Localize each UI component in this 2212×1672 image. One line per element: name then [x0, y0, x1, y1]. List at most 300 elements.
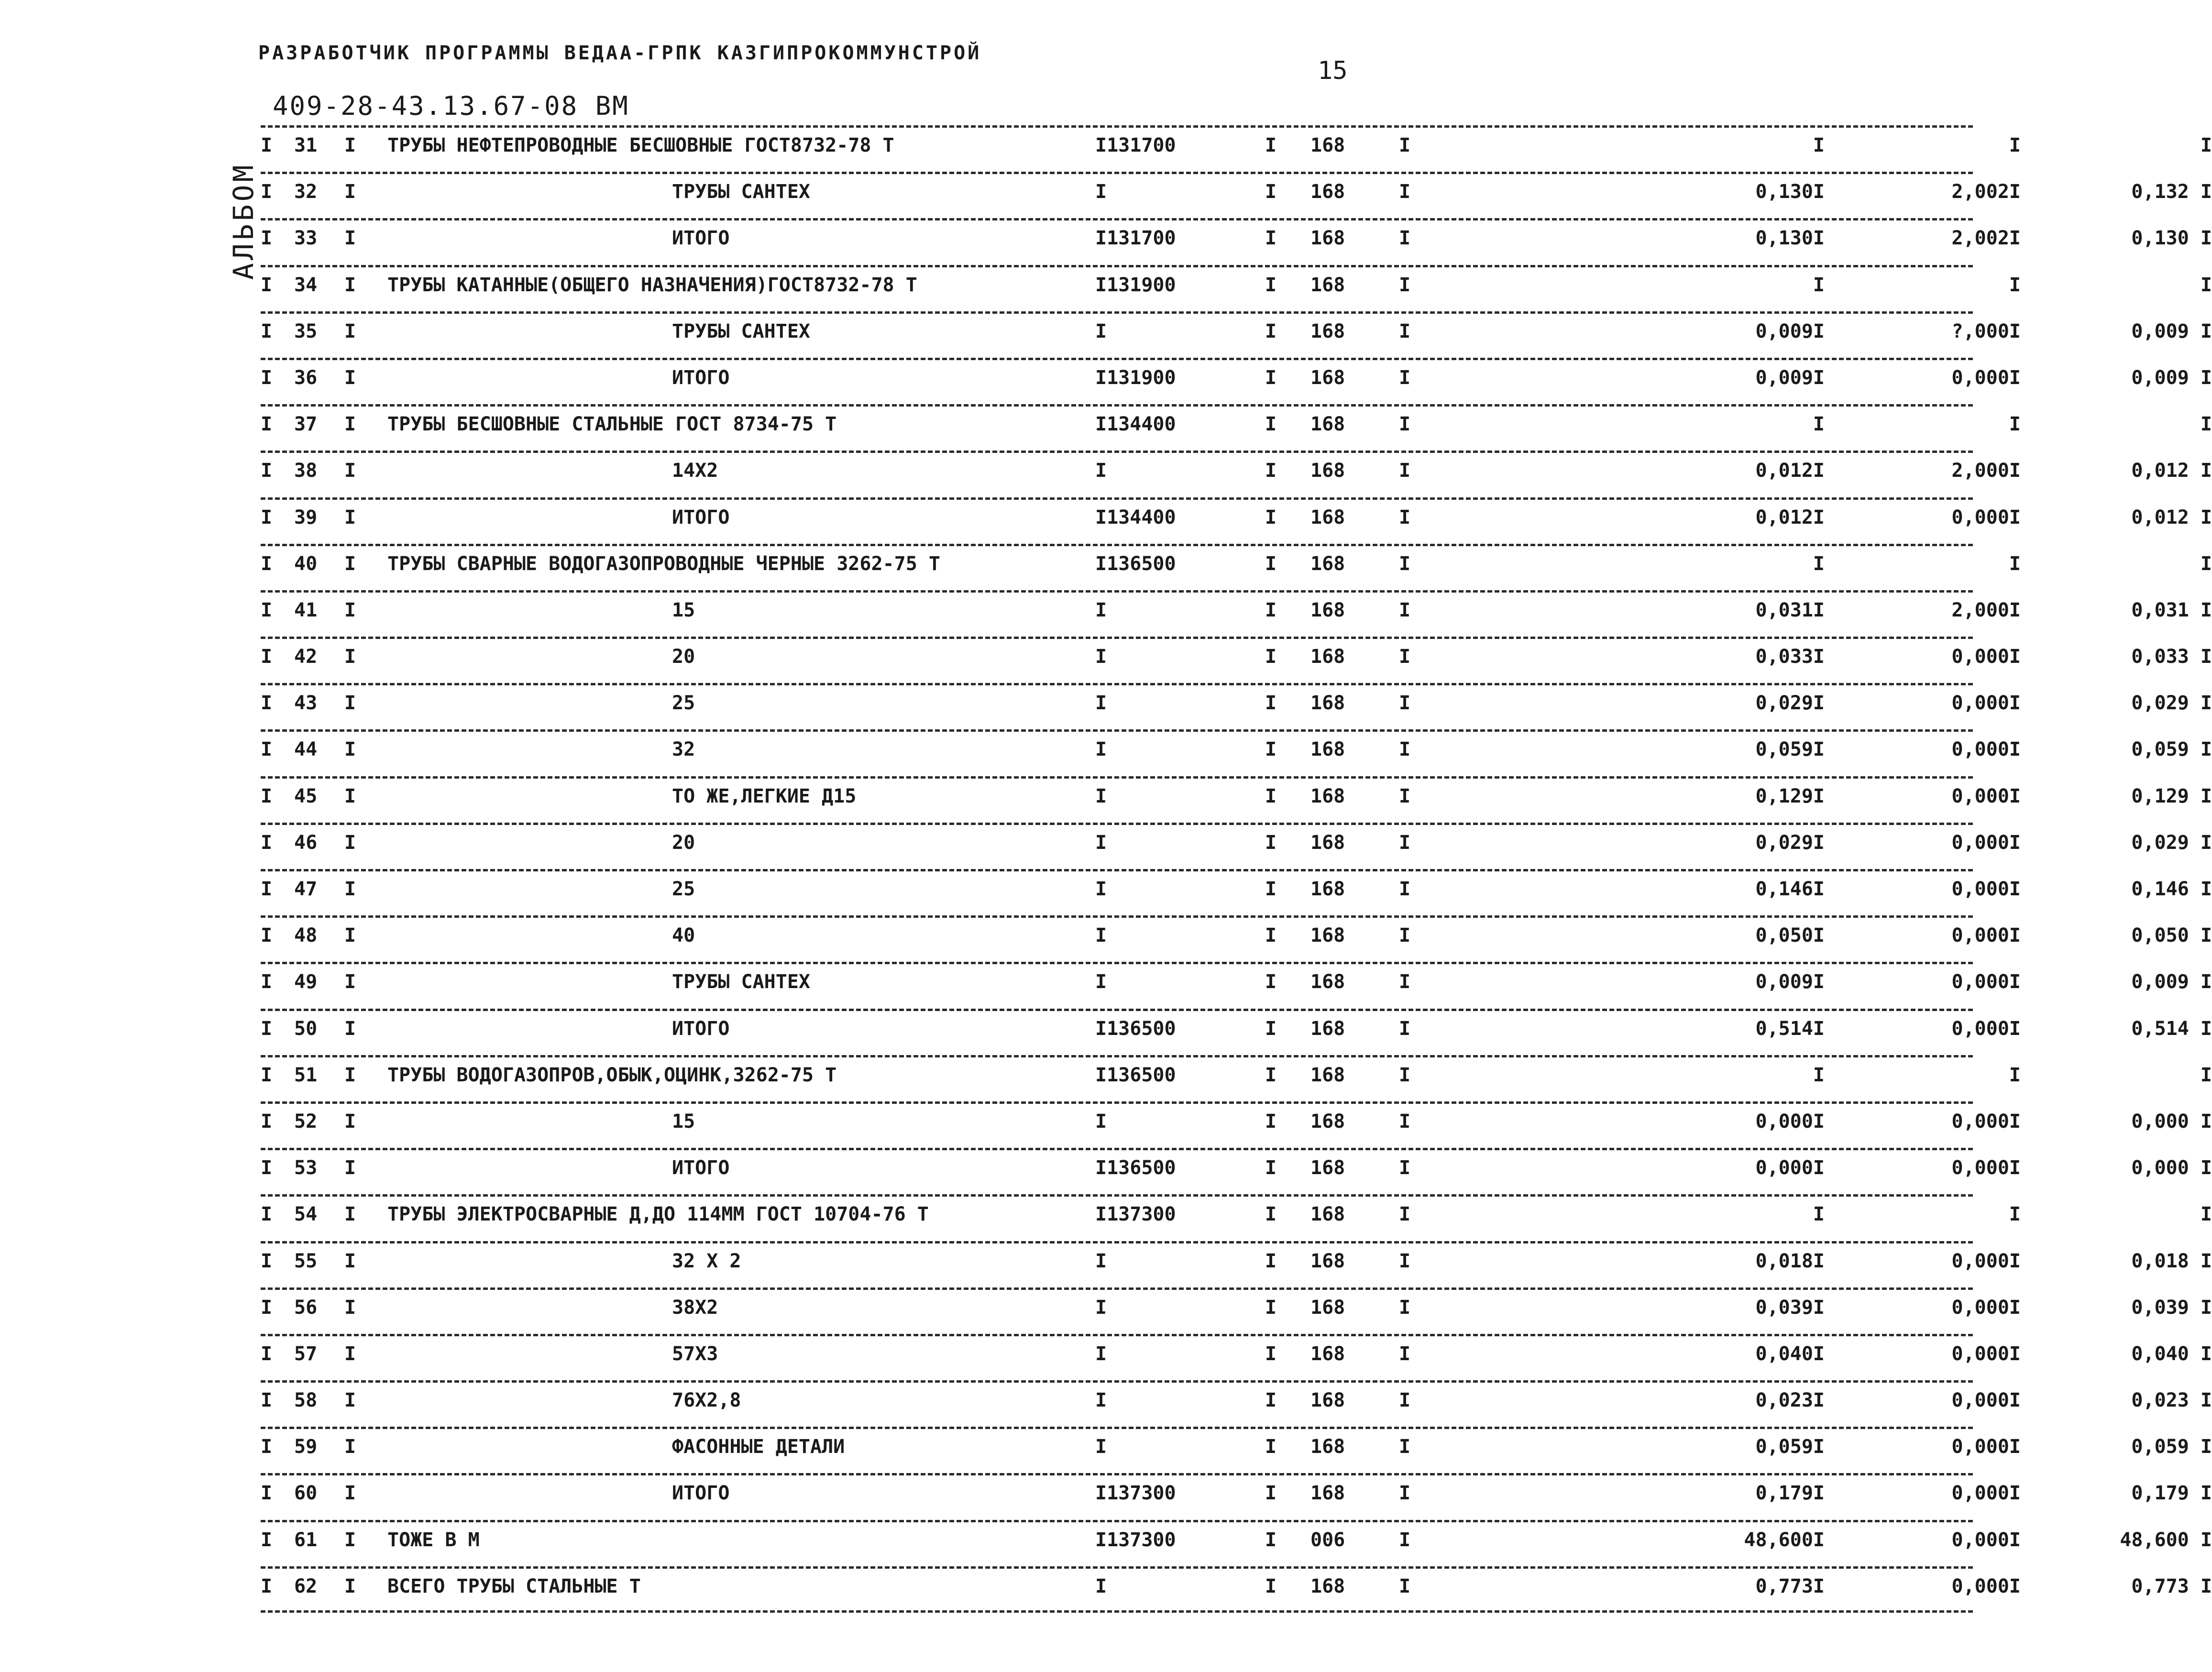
row-separator: I [1265, 1250, 1277, 1272]
row-separator: I [1399, 506, 1411, 528]
value-total: 0,129 I [2131, 785, 2212, 807]
material-subitem: 38X2 [672, 1296, 718, 1319]
value-reserve: 2,000I [1951, 599, 2021, 621]
value-total: 0,031 I [2131, 599, 2212, 621]
value-reserve: I [2009, 413, 2021, 436]
row-separator: I [1265, 971, 1277, 993]
row-separator: I [344, 460, 356, 482]
material-subitem: ИТОГО [672, 1017, 730, 1040]
row-separator: I [1265, 227, 1277, 250]
row-separator: I [344, 599, 356, 621]
row-separator: I [1399, 1436, 1411, 1458]
value-quantity: I [1813, 134, 1825, 156]
unit-code: 168 [1310, 646, 1345, 668]
material-code: I [1095, 878, 1107, 900]
value-quantity: 0,179I [1755, 1482, 1825, 1505]
row-separator: I [1399, 1389, 1411, 1412]
material-code: I [1095, 460, 1107, 482]
row-border-left: I [261, 924, 273, 947]
row-number: 38 [294, 460, 318, 482]
material-code: I136500 [1095, 1064, 1176, 1086]
row-separator: I [344, 274, 356, 296]
material-subitem: 20 [672, 831, 695, 854]
row-separator: I [344, 181, 356, 203]
value-quantity: 0,050I [1755, 924, 1825, 947]
row-separator: I [1265, 1203, 1277, 1226]
material-name: ТРУБЫ ВОДОГАЗОПРОВ,ОБЫК,ОЦИНК,3262-75 Т [387, 1064, 837, 1086]
material-name: ТРУБЫ БЕСШОВНЫЕ СТАЛЬНЫЕ ГОСТ 8734-75 Т [387, 413, 837, 436]
table-row [261, 172, 2212, 218]
value-total: I [2200, 1203, 2212, 1226]
row-border-left: I [261, 1203, 273, 1226]
value-reserve: 0,000I [1951, 1110, 2021, 1133]
material-subitem: ТО ЖЕ,ЛЕГКИЕ Д15 [672, 785, 857, 807]
table-row [261, 1520, 2212, 1566]
material-name: ТОЖЕ В М [387, 1529, 480, 1551]
material-subitem: ИТОГО [672, 506, 730, 528]
value-quantity: 0,009I [1755, 971, 1825, 993]
row-border-left: I [261, 460, 273, 482]
row-number: 56 [294, 1296, 318, 1319]
material-subitem: ТРУБЫ САНТЕХ [672, 320, 810, 342]
value-total: I [2200, 1064, 2212, 1086]
row-separator: I [1265, 552, 1277, 575]
row-separator: I [1399, 599, 1411, 621]
value-total: 0,018 I [2131, 1250, 2212, 1272]
row-number: 51 [294, 1064, 318, 1086]
row-number: 33 [294, 227, 318, 250]
table-row [261, 1009, 2212, 1055]
value-reserve: I [2009, 552, 2021, 575]
table-row [261, 404, 2212, 451]
material-code: I [1095, 646, 1107, 668]
row-number: 45 [294, 785, 318, 807]
row-separator: I [1265, 1110, 1277, 1133]
row-border-left: I [261, 646, 273, 668]
value-quantity: 0,059I [1755, 738, 1825, 761]
row-border-left: I [261, 1529, 273, 1551]
unit-code: 168 [1310, 460, 1345, 482]
row-separator: I [1399, 274, 1411, 296]
material-code: I136500 [1095, 552, 1176, 575]
row-separator: I [344, 1389, 356, 1412]
row-separator: I [344, 227, 356, 250]
value-quantity: 0,040I [1755, 1342, 1825, 1365]
album-code: 409-28-43.13.67-08 ВМ [273, 91, 629, 121]
table-row [261, 1055, 2212, 1101]
row-number: 35 [294, 320, 318, 342]
value-total: I [2200, 134, 2212, 156]
value-quantity: 0,018I [1755, 1250, 1825, 1272]
material-subitem: ФАСОННЫЕ ДЕТАЛИ [672, 1436, 845, 1458]
value-total: 0,146 I [2131, 878, 2212, 900]
row-separator: I [1399, 181, 1411, 203]
material-name: ТРУБЫ НЕФТЕПРОВОДНЫЕ БЕСШОВНЫЕ ГОСТ8732-78 Т [387, 134, 894, 156]
value-quantity: 0,039I [1755, 1296, 1825, 1319]
value-total: I [2200, 274, 2212, 296]
value-reserve: 0,000I [1951, 924, 2021, 947]
unit-code: 168 [1310, 552, 1345, 575]
material-code: I [1095, 785, 1107, 807]
value-quantity: I [1813, 413, 1825, 436]
material-code: I136500 [1095, 1157, 1176, 1179]
value-quantity: I [1813, 552, 1825, 575]
row-separator: I [1399, 552, 1411, 575]
row-separator: I [1399, 1342, 1411, 1365]
row-separator: I [1399, 1064, 1411, 1086]
value-total: 0,050 I [2131, 924, 2212, 947]
row-border-left: I [261, 599, 273, 621]
row-separator: I [1265, 366, 1277, 389]
material-subitem: 57X3 [672, 1342, 718, 1365]
row-number: 44 [294, 738, 318, 761]
row-separator: I [1399, 1157, 1411, 1179]
row-separator: I [344, 1250, 356, 1272]
table-row [261, 1101, 2212, 1148]
row-separator: I [344, 738, 356, 761]
value-total: 48,600 I [2120, 1529, 2212, 1551]
row-separator: I [344, 971, 356, 993]
value-total: 0,029 I [2131, 831, 2212, 854]
row-separator: I [344, 646, 356, 668]
value-quantity: 0,023I [1755, 1389, 1825, 1412]
value-reserve: I [2009, 134, 2021, 156]
row-border-left: I [261, 1157, 273, 1179]
unit-code: 168 [1310, 134, 1345, 156]
table-row [261, 1287, 2212, 1334]
value-total: 0,009 I [2131, 366, 2212, 389]
unit-code: 168 [1310, 366, 1345, 389]
row-separator: I [1265, 1389, 1277, 1412]
table-row [261, 1334, 2212, 1380]
row-separator: I [344, 831, 356, 854]
table-row [261, 1566, 2212, 1613]
row-separator: I [1399, 1110, 1411, 1133]
row-separator: I [1399, 692, 1411, 715]
row-number: 61 [294, 1529, 318, 1551]
row-separator: I [1399, 1575, 1411, 1597]
row-number: 50 [294, 1017, 318, 1040]
value-quantity: 0,012I [1755, 460, 1825, 482]
table-row [261, 1194, 2212, 1241]
row-separator: I [1399, 831, 1411, 854]
row-border-left: I [261, 878, 273, 900]
material-name: ВСЕГО ТРУБЫ СТАЛЬНЫЕ Т [387, 1575, 641, 1597]
row-separator: I [1265, 460, 1277, 482]
row-separator: I [1265, 413, 1277, 436]
row-separator: I [1265, 181, 1277, 203]
material-subitem: 15 [672, 1110, 695, 1133]
value-quantity: I [1813, 274, 1825, 296]
row-separator: I [1265, 1342, 1277, 1365]
row-separator: I [1265, 599, 1277, 621]
row-separator: I [1265, 506, 1277, 528]
row-separator: I [1265, 878, 1277, 900]
row-number: 37 [294, 413, 318, 436]
material-subitem: 15 [672, 599, 695, 621]
row-separator: I [344, 1436, 356, 1458]
value-reserve: 0,000I [1951, 971, 2021, 993]
row-separator: I [1265, 320, 1277, 342]
value-total: 0,023 I [2131, 1389, 2212, 1412]
unit-code: 168 [1310, 924, 1345, 947]
material-code: I [1095, 971, 1107, 993]
material-code: I131900 [1095, 366, 1176, 389]
value-reserve: 0,000I [1951, 1575, 2021, 1597]
row-separator: I [1399, 227, 1411, 250]
table-row [261, 683, 2212, 729]
row-number: 55 [294, 1250, 318, 1272]
table-row [261, 915, 2212, 962]
value-reserve: 0,000I [1951, 831, 2021, 854]
value-quantity: 0,029I [1755, 692, 1825, 715]
row-number: 36 [294, 366, 318, 389]
unit-code: 168 [1310, 1342, 1345, 1365]
value-quantity: 0,009I [1755, 320, 1825, 342]
material-subitem: ИТОГО [672, 227, 730, 250]
row-number: 34 [294, 274, 318, 296]
value-quantity: 0,031I [1755, 599, 1825, 621]
value-reserve: 0,000I [1951, 1436, 2021, 1458]
row-number: 54 [294, 1203, 318, 1226]
row-separator: I [344, 1342, 356, 1365]
row-separator: I [344, 1575, 356, 1597]
row-separator: I [1265, 134, 1277, 156]
unit-code: 168 [1310, 831, 1345, 854]
table-row [261, 544, 2212, 590]
row-separator: I [1399, 366, 1411, 389]
row-separator: I [344, 552, 356, 575]
material-code: I [1095, 1389, 1107, 1412]
row-border-left: I [261, 506, 273, 528]
material-code: I [1095, 831, 1107, 854]
row-separator: I [1265, 1017, 1277, 1040]
material-subitem: 32 [672, 738, 695, 761]
row-separator: I [1265, 274, 1277, 296]
value-total: 0,000 I [2131, 1157, 2212, 1179]
row-separator: I [344, 785, 356, 807]
material-code: I131700 [1095, 134, 1176, 156]
material-name: ТРУБЫ СВАРНЫЕ ВОДОГАЗОПРОВОДНЫЕ ЧЕРНЫЕ 3262-75 Т [387, 552, 940, 575]
unit-code: 168 [1310, 274, 1345, 296]
unit-code: 168 [1310, 692, 1345, 715]
value-total: 0,000 I [2131, 1110, 2212, 1133]
row-separator: I [1399, 878, 1411, 900]
row-separator: I [1399, 1017, 1411, 1040]
value-quantity: 0,130I [1755, 181, 1825, 203]
unit-code: 168 [1310, 1110, 1345, 1133]
row-separator: I [344, 1064, 356, 1086]
row-number: 49 [294, 971, 318, 993]
row-separator: I [1399, 1250, 1411, 1272]
value-reserve: 0,000I [1951, 785, 2021, 807]
table-row [261, 358, 2212, 404]
row-separator: I [1399, 924, 1411, 947]
material-code: I131900 [1095, 274, 1176, 296]
row-separator: I [344, 1110, 356, 1133]
row-border-left: I [261, 413, 273, 436]
value-reserve: I [2009, 1203, 2021, 1226]
value-quantity: 0,146I [1755, 878, 1825, 900]
unit-code: 168 [1310, 1436, 1345, 1458]
value-total: 0,514 I [2131, 1017, 2212, 1040]
row-number: 31 [294, 134, 318, 156]
row-number: 41 [294, 599, 318, 621]
material-subitem: 25 [672, 878, 695, 900]
value-total: 0,009 I [2131, 320, 2212, 342]
row-separator: I [1399, 1482, 1411, 1505]
row-border-left: I [261, 738, 273, 761]
row-border-left: I [261, 227, 273, 250]
table-row [261, 265, 2212, 311]
row-border-left: I [261, 134, 273, 156]
value-reserve: 0,000I [1951, 738, 2021, 761]
table-row [261, 1148, 2212, 1194]
row-border-left: I [261, 1342, 273, 1365]
value-reserve: 0,000I [1951, 1342, 2021, 1365]
value-quantity: 0,059I [1755, 1436, 1825, 1458]
table-row [261, 590, 2212, 637]
row-separator: I [344, 506, 356, 528]
value-reserve: 0,000I [1951, 366, 2021, 389]
value-reserve: I [2009, 274, 2021, 296]
row-separator: I [1265, 646, 1277, 668]
value-reserve: 0,000I [1951, 1296, 2021, 1319]
row-number: 53 [294, 1157, 318, 1179]
value-total: 0,130 I [2131, 227, 2212, 250]
material-code: I [1095, 599, 1107, 621]
value-total: I [2200, 413, 2212, 436]
row-number: 62 [294, 1575, 318, 1597]
table-row [261, 637, 2212, 683]
table-row [261, 729, 2212, 776]
value-reserve: 0,000I [1951, 1250, 2021, 1272]
materials-table [261, 125, 2212, 1613]
value-quantity: 0,009I [1755, 366, 1825, 389]
unit-code: 168 [1310, 785, 1345, 807]
row-separator: I [1265, 1064, 1277, 1086]
value-total: 0,773 I [2131, 1575, 2212, 1597]
row-border-left: I [261, 1296, 273, 1319]
row-border-left: I [261, 1575, 273, 1597]
table-row [261, 823, 2212, 869]
value-total: 0,012 I [2131, 460, 2212, 482]
value-quantity: 0,000I [1755, 1110, 1825, 1133]
value-total: I [2200, 552, 2212, 575]
row-separator: I [344, 692, 356, 715]
value-quantity: 0,033I [1755, 646, 1825, 668]
row-separator: I [344, 366, 356, 389]
row-border-left: I [261, 831, 273, 854]
row-separator: I [1265, 1529, 1277, 1551]
value-quantity: 0,130I [1755, 227, 1825, 250]
row-border-left: I [261, 320, 273, 342]
row-border-left: I [261, 1110, 273, 1133]
row-number: 47 [294, 878, 318, 900]
row-separator: I [1265, 1575, 1277, 1597]
material-code: I137300 [1095, 1529, 1176, 1551]
row-separator: I [1399, 460, 1411, 482]
table-row [261, 125, 2212, 172]
row-border-left: I [261, 366, 273, 389]
row-number: 32 [294, 181, 318, 203]
row-separator: I [344, 134, 356, 156]
row-separator: I [1265, 692, 1277, 715]
row-border-left: I [261, 1389, 273, 1412]
value-total: 0,179 I [2131, 1482, 2212, 1505]
side-label-text: АЛЬБОМ [227, 162, 260, 280]
unit-code: 168 [1310, 1157, 1345, 1179]
value-reserve: 2,002I [1951, 181, 2021, 203]
value-total: 0,039 I [2131, 1296, 2212, 1319]
row-separator: I [1399, 320, 1411, 342]
material-subitem: 40 [672, 924, 695, 947]
row-separator: I [1265, 1436, 1277, 1458]
unit-code: 168 [1310, 599, 1345, 621]
row-separator: I [1265, 1157, 1277, 1179]
row-separator: I [1265, 738, 1277, 761]
value-reserve: 0,000I [1951, 1482, 2021, 1505]
table-row [261, 218, 2212, 264]
row-separator: I [1399, 971, 1411, 993]
table-row [261, 497, 2212, 544]
material-subitem: ИТОГО [672, 1157, 730, 1179]
row-border-left: I [261, 274, 273, 296]
material-code: I134400 [1095, 413, 1176, 436]
value-quantity: 0,012I [1755, 506, 1825, 528]
row-number: 40 [294, 552, 318, 575]
row-border-left: I [261, 1017, 273, 1040]
table-row [261, 311, 2212, 358]
value-reserve: 0,000I [1951, 646, 2021, 668]
row-number: 48 [294, 924, 318, 947]
table-row [261, 1380, 2212, 1427]
row-separator: I [344, 1296, 356, 1319]
material-code: I [1095, 1296, 1107, 1319]
row-separator: I [344, 1203, 356, 1226]
row-separator: I [1399, 1296, 1411, 1319]
material-code: I136500 [1095, 1017, 1176, 1040]
row-border-left: I [261, 971, 273, 993]
value-total: 0,132 I [2131, 181, 2212, 203]
material-subitem: ТРУБЫ САНТЕХ [672, 971, 810, 993]
material-code: I [1095, 692, 1107, 715]
unit-code: 168 [1310, 1296, 1345, 1319]
row-separator: I [1399, 1529, 1411, 1551]
value-quantity: I [1813, 1064, 1825, 1086]
material-code: I [1095, 1436, 1107, 1458]
row-number: 57 [294, 1342, 318, 1365]
unit-code: 168 [1310, 1064, 1345, 1086]
material-code: I [1095, 924, 1107, 947]
table-row [261, 1473, 2212, 1519]
row-separator: I [1399, 738, 1411, 761]
material-code: I137300 [1095, 1482, 1176, 1505]
row-separator: I [1265, 831, 1277, 854]
material-name: ТРУБЫ ЭЛЕКТРОСВАРНЫЕ Д,ДО 114ММ ГОСТ 10704-76 Т [387, 1203, 929, 1226]
unit-code: 168 [1310, 1389, 1345, 1412]
value-reserve: I [2009, 1064, 2021, 1086]
row-separator: I [1399, 785, 1411, 807]
material-subitem: ИТОГО [672, 366, 730, 389]
value-reserve: 0,000I [1951, 1017, 2021, 1040]
value-quantity: 0,514I [1755, 1017, 1825, 1040]
value-reserve: 0,000I [1951, 1157, 2021, 1179]
value-total: 0,059 I [2131, 738, 2212, 761]
row-separator: I [1265, 1296, 1277, 1319]
unit-code: 168 [1310, 1482, 1345, 1505]
row-separator: I [344, 413, 356, 436]
